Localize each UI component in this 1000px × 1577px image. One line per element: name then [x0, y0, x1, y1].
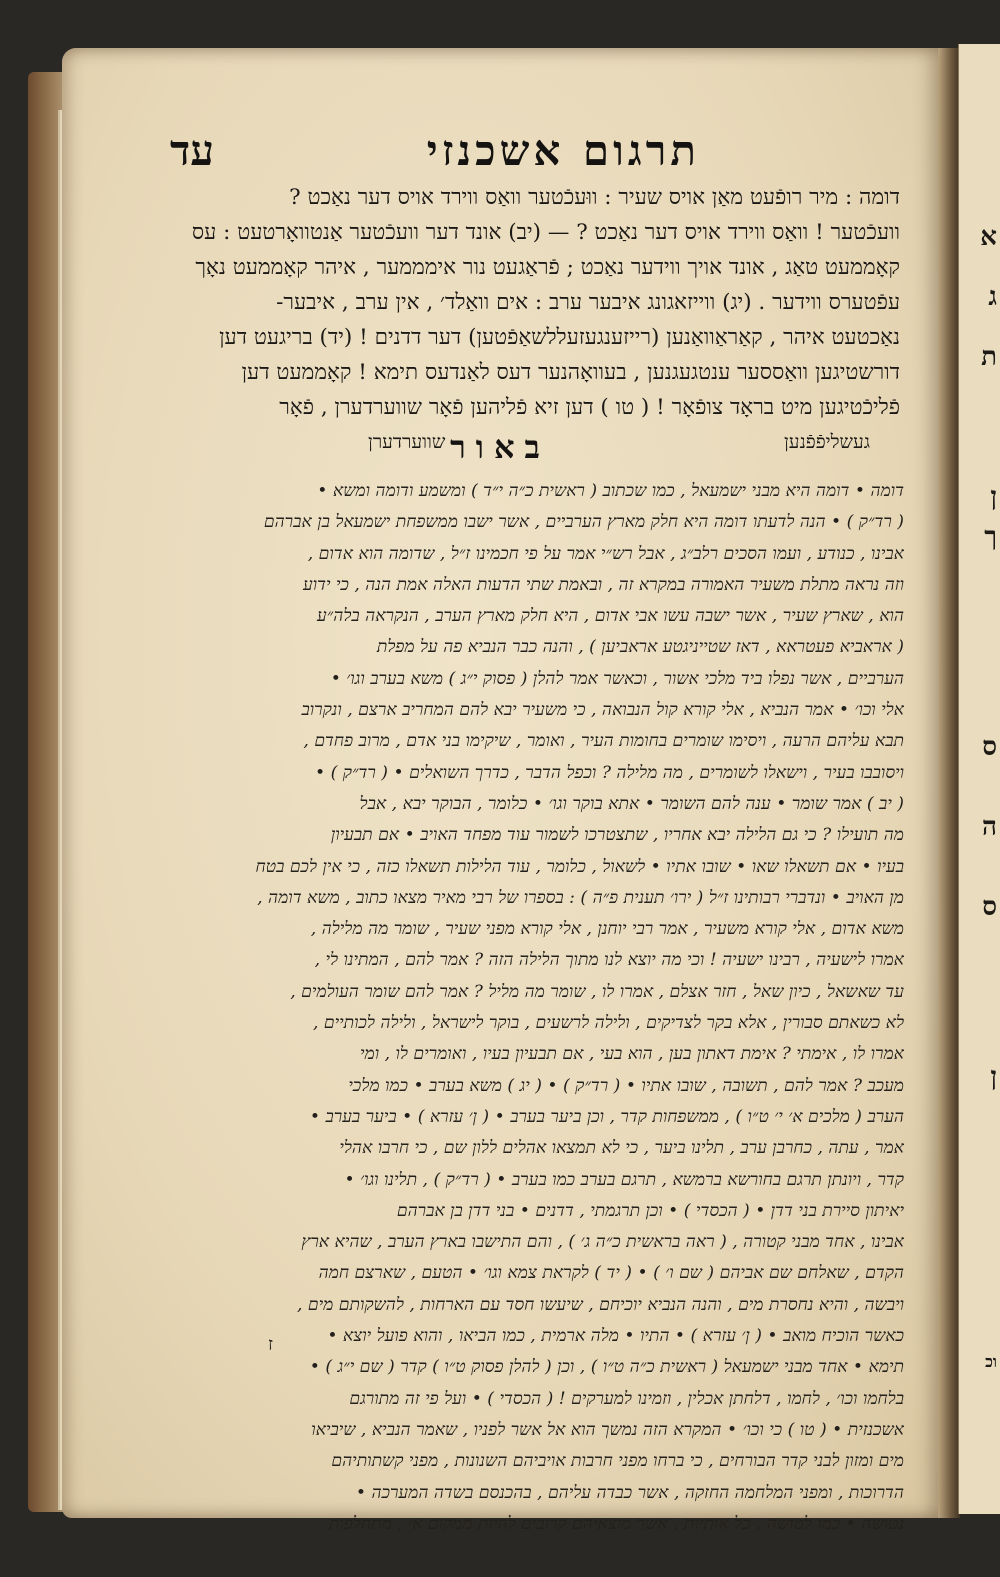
facing-page-fragment: ת: [981, 342, 997, 372]
translation-text: [168, 180, 900, 460]
facing-page-fragment: ן: [990, 482, 997, 512]
commentary-line: משא אדום , אלי קורא משעיר , אמר רבי יוחנן , אלי קורא מפני שעיר , שומר מה מלילה ,: [310, 919, 904, 940]
commentary-line: מה תועילו ? כי גם הלילה יבא אחריו , שתצטרכו לשמור עוד מפחד האויב • אם תבעיון: [330, 825, 904, 846]
commentary-line: תימא • אחד מבני ישמעאל ( ראשית כ״ה ט״ו ) , וכן ( להלן פסוק ט״ו ) קדר ( שם י״ג ) •: [309, 1357, 904, 1378]
facing-page-fragment: א: [980, 222, 997, 252]
facing-page-fragment: ס: [982, 732, 997, 762]
running-title: תרגום אשכנזי: [426, 126, 700, 175]
facing-page-fragment: ס: [982, 892, 997, 922]
facing-page-fragment: ן: [990, 1062, 997, 1092]
commentary-line: מים ומזון לבני קדר הבורחים , כי ברחו מפני חרבות אויביהם השנונות , מפני קשתותיהם: [331, 1451, 904, 1472]
commentary-line: אמרו לו , אימתי ? אימת דאתון בען , הוא בעי , אם תבעיון בעיו , ואומרים לו , ומי: [360, 1044, 904, 1065]
commentary-line: בלחמו וכו׳ , לחמו , דלחתן אכלין , וזמינו למערקים ! ( הכסדי ) • ועל פי זה מתורגם: [349, 1388, 904, 1409]
page-number: עד: [170, 126, 214, 175]
book-gutter: [938, 48, 960, 1518]
commentary-line: עד שאשאל , כיון שאל , חזר אצלם , אמרו לו , שומר מה מליל ? אמר להם שומר העולמים ,: [290, 981, 904, 1002]
commentary-line: אמרו לישעיה , רבינו ישעיה ! וכי מה יוצא לנו מתוך הלילה הזה ? אמר להם , המתינו לי ,: [314, 950, 904, 971]
translation-line: פֿליכֿטיגען מיט בראָד צופֿאָר ! ( טו ) דען זיא פֿליהען פֿאָר שווערדערן , פֿאָר: [279, 395, 900, 420]
section-heading: באור: [450, 428, 550, 466]
translation-line: עפֿטערס ווידער . (יג) ווייזאגונג איבער ערב : אים וואַלד׳ , אין ערב , איבער-: [276, 290, 900, 315]
signature-mark: ז: [268, 1334, 274, 1355]
commentary-line: מעכב ? אמר להם , תשובה , שובו אתיו • ( רד״ק ) • ( יג ) משא בערב • כמו מלכי: [348, 1075, 904, 1096]
commentary-line: לא כשאתם סבורין , אלא בקר לצדיקים , ולילה לרשעים , בוקר לישראל , ולילה לכותיים ,: [312, 1013, 904, 1034]
commentary-line: אבינו , כנודע , ועמו הסכים רלב״ג , אבל רש״י אמר על פי חכמינו ז״ל , שדומה הוא אדום ,: [307, 543, 904, 564]
translation-line: וועכֿטער ! וואַס ווירד אויס דער נאַכט ? — (יב) אונד דער וועכֿטער אַנטוואָרטעט : עס: [191, 220, 900, 245]
catchword-left: שווערדערן: [368, 431, 446, 453]
facing-page-fragment: וכ: [985, 1352, 997, 1371]
facing-page-fragment: ך: [984, 522, 997, 552]
translation-line: נאַכטעט איהר , קאַראַוואַנען (רייזענגעזעללשאַפֿטען) דער דדנים ! (יד) בריגעט דען: [219, 325, 900, 350]
catchword-right: געשליפֿפֿנען: [783, 431, 870, 453]
commentary-line: קדר , ויונתן תרגם בחורשא ברמשא , תרגם בערב כמו בערב • ( רד״ק ) , תלינו וגו׳ •: [344, 1169, 904, 1190]
commentary-line: אמר , עתה , כחרבן ערב , תלינו ביער , כי לא תמצאו אהלים ללון שם , כי חרבו אהלי: [339, 1138, 904, 1159]
commentary-line: הוא , שארץ שעיר , אשר ישבה עשו אבי אדום , היא חלק מארץ הערב , הנקראה בלה״ע: [317, 606, 904, 627]
commentary-line: נטושה • כמו לטושה , כל אותיות , אשר מוצאיהם קרובים להיות ממקום א׳ , מתחלפות: [328, 1513, 904, 1534]
translation-line: קאָממעט טאַג , אונד אויך ווידער נאַכט ; פֿראַגעט נור אימממער , איהר קאָממעט נאָך: [195, 255, 900, 280]
commentary-line: תבא עליהם הרעה , ויסימו שומרים בחומות העיר , ואומר , שיקימו בני אדם , מרוב פחדם ,: [303, 731, 904, 752]
commentary-line: הקדם , שאלחם שם אביהם ( שם ו׳ ) • ( יד ) לקראת צמא וגו׳ • הטעם , שארצם חמה: [318, 1263, 904, 1284]
commentary-line: דומה • דומה היא מבני ישמעאל , כמו שכתוב ( ראשית כ״ה י״ד ) ומשמע ודומה ומשא •: [317, 481, 904, 501]
commentary-line: ויסובבו בעיר , וישאלו לשומרים , מה מלילה ? וכפל הדבר , כדרך השואלים • ( רד״ק ) •: [315, 762, 904, 783]
commentary-line: בעיו • אם תשאלו שאו • שובו אתיו • לשאול , כלומר , עוד הלילות תשאלו כזה , כי אין לכם בטח: [255, 856, 904, 877]
translation-line: דורשטיגען וואַססער ענטגעגנען , בעוואָהנער דעס לאַנדעס תימא ! קאָממעט דען: [241, 360, 900, 385]
page-header: [170, 126, 890, 186]
commentary-line: יאיתון סיירת בני דדן • ( הכסדי ) • וכן תרגמתי , דדנים • בני דדן בן אברהם: [396, 1200, 904, 1221]
translation-line: דומה : מיר רופֿעט מאַן אויס שעיר : ווּעכֿטער וואַס ווירד אויס דער נאַכט ?: [289, 185, 900, 210]
facing-page-fragment: ג: [988, 282, 997, 312]
commentary-line: ( יב ) אמר שומר • ענה להם השומר • אתא בוקר וגו׳ • כלומר , הבוקר יבא , אבל: [359, 793, 904, 814]
facing-page-fragment: ה: [982, 812, 997, 842]
commentary-line: הערביים , אשר נפלו ביד מלכי אשור , וכאשר אמר להלן ( פסוק י״ג ) משא בערב וגו׳ •: [330, 668, 904, 689]
commentary-line: וזה נראה מתלת משעיר האמורה במקרא זה , ובאמת שתי הדעות האלה אמת הנה , כי ידוע: [302, 574, 904, 595]
commentary-line: ויבשה , והיא נחסרת מים , והנה הנביא יוכיחם , שיעשו חסד עם הארחות , להשקותם מים ,: [296, 1294, 904, 1315]
commentary-line: ( אראביא פעטראא , דאז שטייניגטע אראביען ) , והנה כבר הנביא פה על מפלת: [376, 637, 904, 658]
commentary-line: הערב ( מלכים א׳ י׳ ט״ו ) , ממשפחות קדר , וכן ביער בערב • ( ן׳ עזרא ) • ביער בערב •: [309, 1106, 904, 1127]
facing-page-edge: [958, 44, 1000, 1514]
commentary-line: אשכנזית • ( טו ) כי וכו׳ • המקרא הזה נמשך הוא אל אשר לפניו , שאמר הנביא , שיביאו: [311, 1419, 904, 1440]
commentary-line: הדרוכות , ומפני המלחמה החזקה , אשר כבדה עליהם , בהכנסם בשדה המערכה •: [355, 1482, 904, 1503]
commentary-line: כאשר הוכיח מואב • ( ן׳ עזרא ) • התיו • מלה ארמית , כמו הביאו , והוא פועל יוצא •: [327, 1326, 904, 1347]
commentary-line: ( רד״ק ) • הנה לדעתו דומה היא חלק מארץ הערביים , אשר ישבו ממשפחת ישמעאל בן אברהם: [263, 512, 904, 533]
commentary-line: מן האויב • ונדברי רבותינו ז״ל ( ירו׳ תענית פ״ה ) : בספרו של רבי מאיר מצאו כתוב , משא דומה ,: [257, 887, 904, 908]
commentary-line: אלי וכו׳ • אמר הנביא , אלי קורא קול הנבואה , כי משעיר יבא להם המחריב ארצם , ונקרוב: [301, 700, 904, 721]
commentary-line: אבינו , אחד מבני קטורה , ( ראה בראשית כ״ה ג׳ ) , והם התישבו בארץ הערב , שהיא ארץ: [301, 1232, 904, 1253]
commentary-text: [164, 476, 904, 1540]
